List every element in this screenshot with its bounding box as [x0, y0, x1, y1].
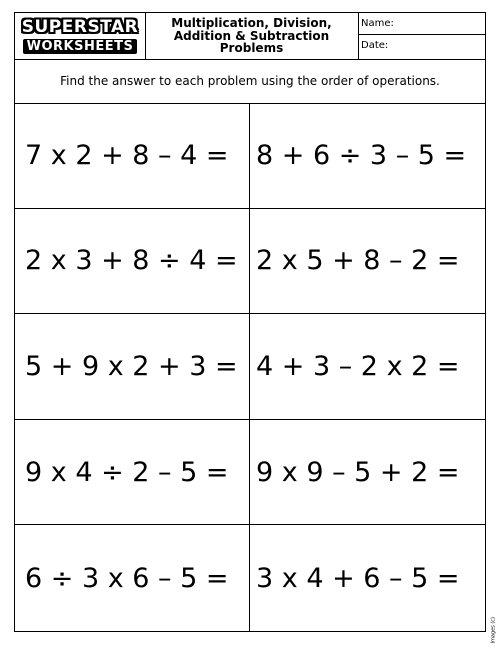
title-line-3: Problems — [219, 41, 284, 56]
problem-6: 4 + 3 – 2 x 2 = — [250, 314, 485, 420]
title-line-2: Addition & Subtraction — [173, 28, 330, 43]
title-line-1: Multiplication, Division, — [171, 15, 332, 30]
problem-1: 7 x 2 + 8 – 4 = — [15, 103, 250, 209]
problem-4: 2 x 5 + 8 – 2 = — [250, 209, 485, 315]
logo-bottom-word: WORKSHEETS — [23, 39, 138, 54]
problem-2: 8 + 6 ÷ 3 – 5 = — [250, 103, 485, 209]
student-info — [358, 13, 485, 59]
problem-grid — [15, 103, 485, 631]
superstar-worksheets-logo — [15, 13, 146, 59]
problem-5: 5 + 9 x 2 + 3 = — [15, 314, 250, 420]
problem-3: 2 x 3 + 8 ÷ 4 = — [15, 209, 250, 315]
copyright-note: Images (c) — [491, 617, 497, 644]
worksheet-title — [171, 17, 331, 56]
title-cell — [145, 13, 359, 59]
problem-7: 9 x 4 ÷ 2 – 5 = — [15, 420, 250, 526]
instructions: Find the answer to each problem using the order of operations. — [15, 59, 485, 104]
problem-10: 3 x 4 + 6 – 5 = — [256, 562, 460, 594]
worksheet — [14, 12, 486, 632]
problem-9: 6 ÷ 3 x 6 – 5 = — [15, 525, 250, 631]
name-field[interactable]: Name: — [358, 13, 485, 35]
logo-top-word: SUPERSTAR — [21, 16, 139, 37]
problem-8: 9 x 9 – 5 + 2 = — [250, 420, 485, 526]
worksheet-header — [15, 13, 485, 60]
date-field[interactable]: Date: — [361, 40, 389, 51]
